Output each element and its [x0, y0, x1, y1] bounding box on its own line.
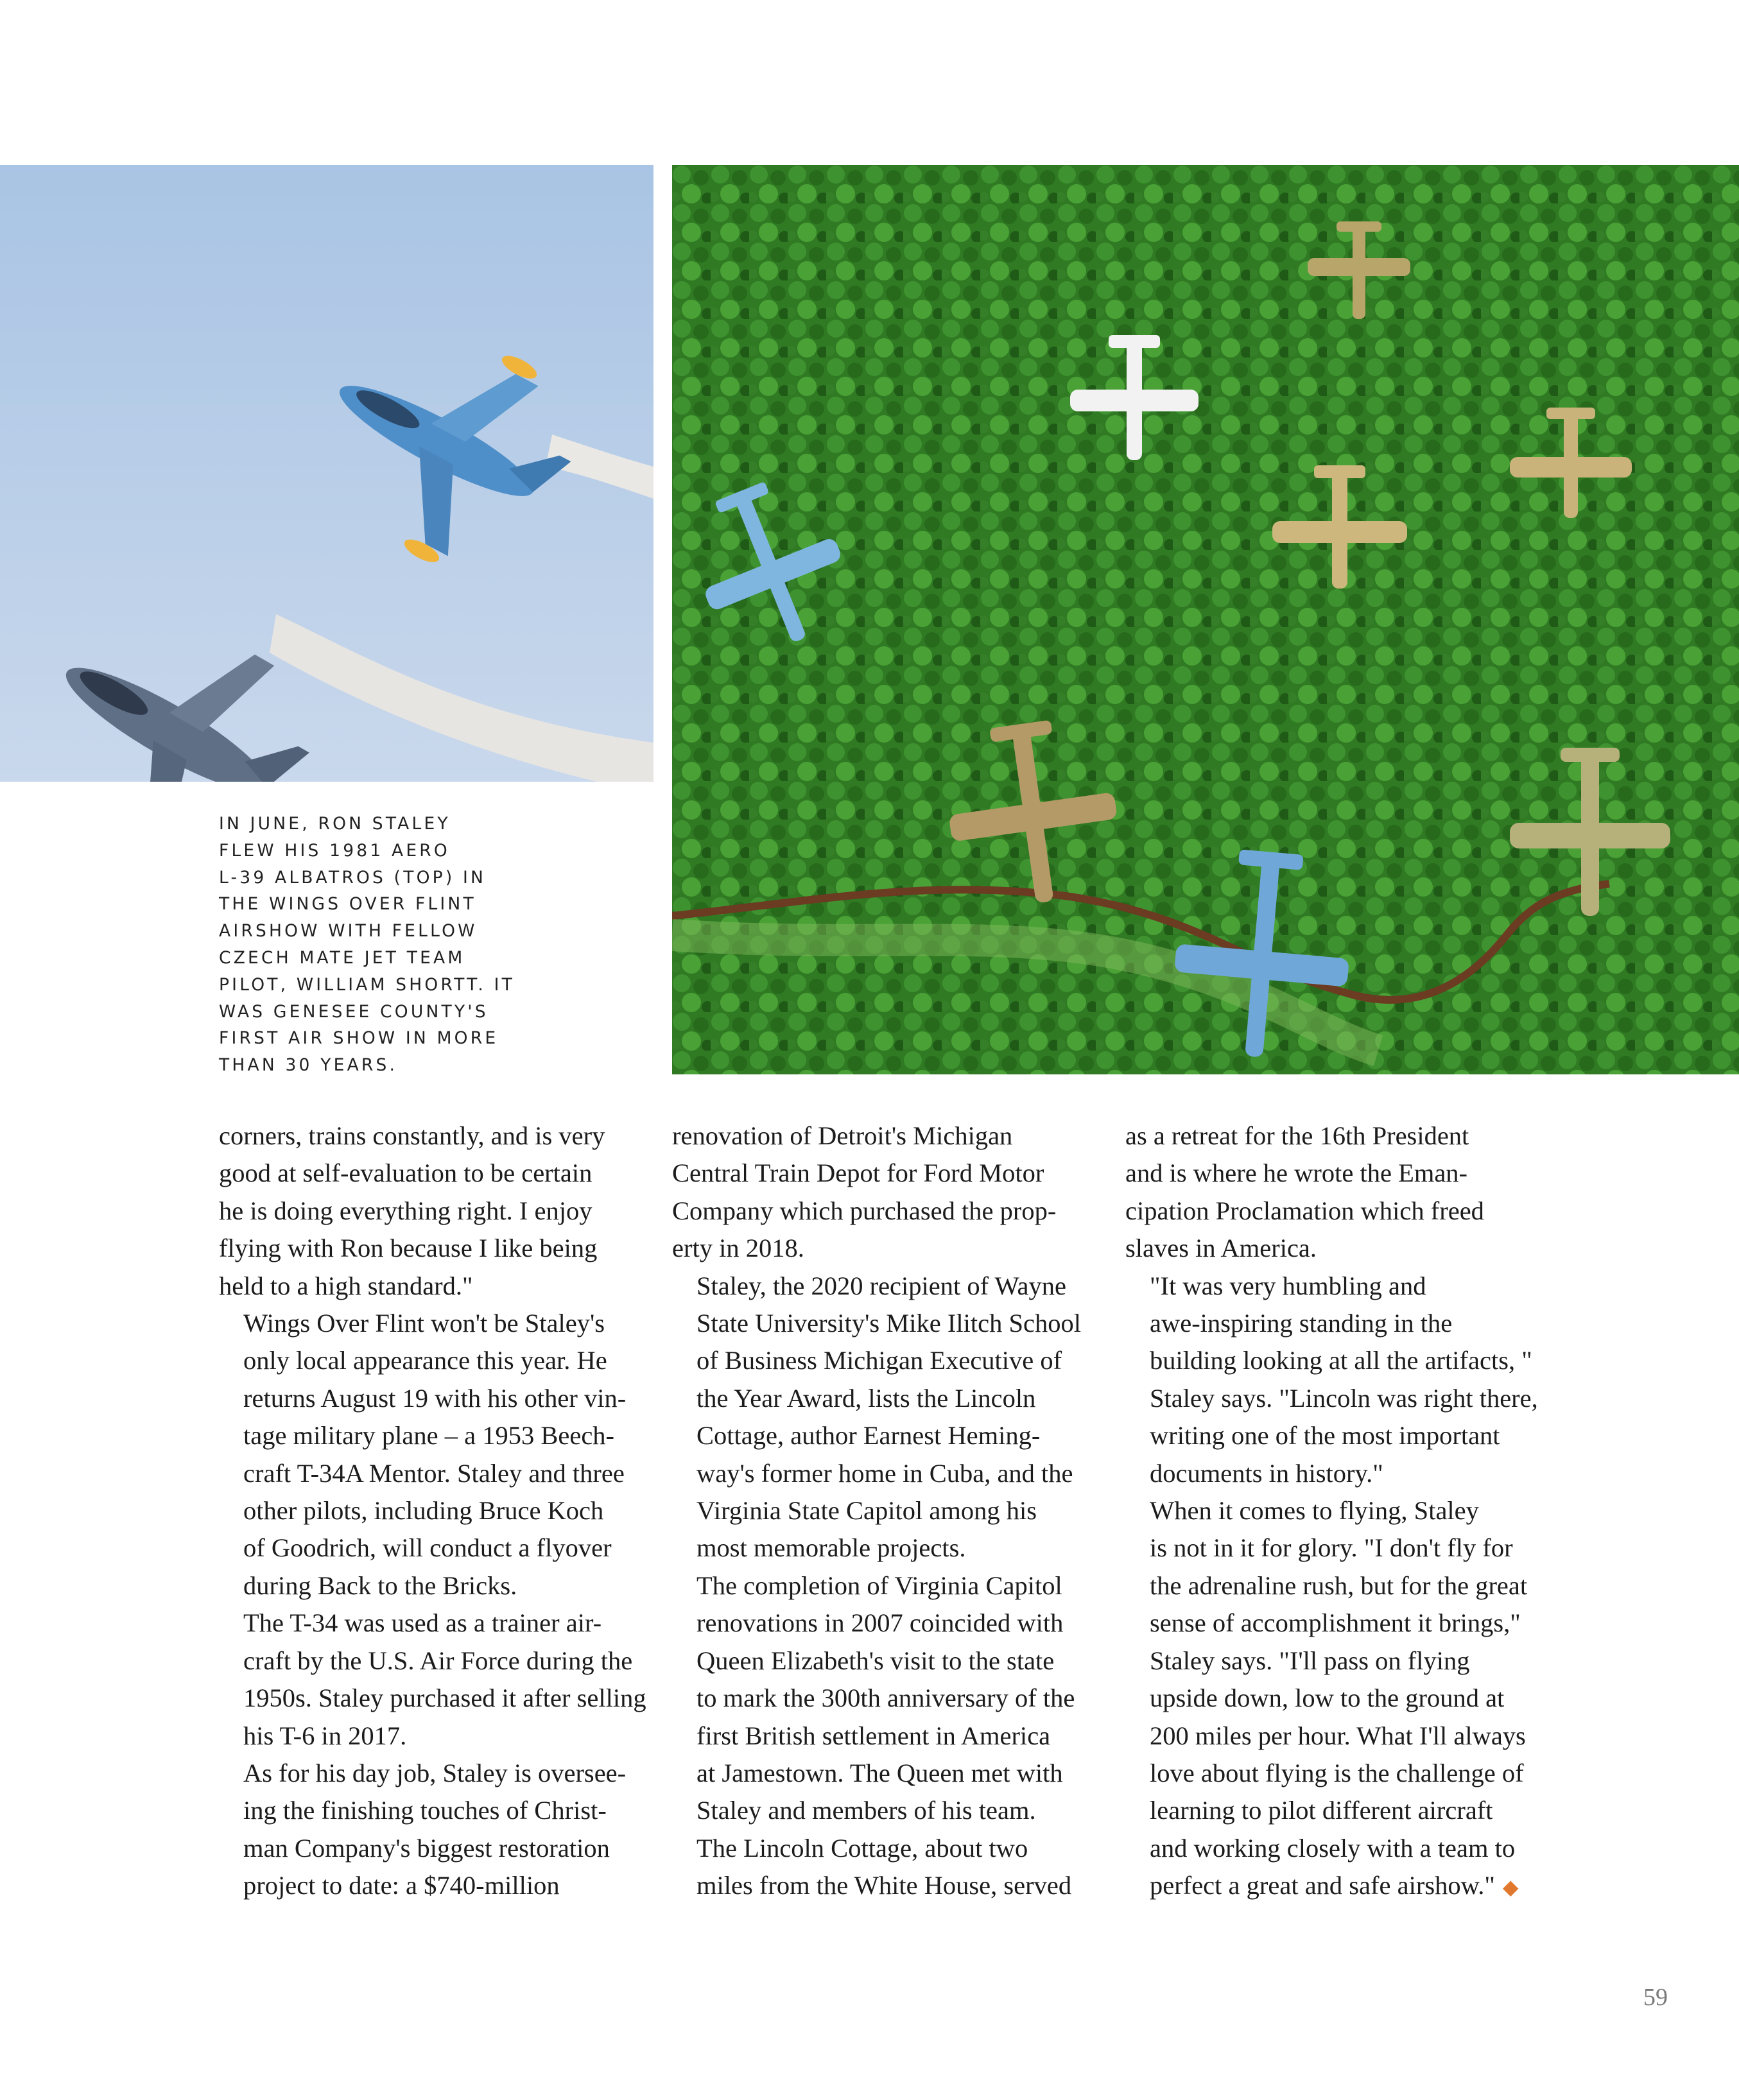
- text-line: As for his day job, Staley is oversee-: [243, 1758, 627, 1787]
- text-line: his T-6 in 2017.: [243, 1721, 407, 1750]
- photo-caption: [219, 811, 527, 1079]
- text-line: corners, trains constantly, and is very: [219, 1121, 605, 1150]
- text-line: of Goodrich, will conduct a flyover: [243, 1533, 612, 1563]
- text-line: way's former home in Cuba, and the: [696, 1458, 1073, 1488]
- text-line: the Year Award, lists the Lincoln: [696, 1383, 1036, 1413]
- text-line: first British settlement in America: [696, 1721, 1051, 1750]
- text-line: Staley says. "Lincoln was right there,: [1150, 1383, 1538, 1413]
- caption-line: THAN 30 YEARS.: [219, 1055, 398, 1076]
- text-line: most memorable projects.: [696, 1533, 966, 1563]
- paragraph: [672, 1830, 1109, 1905]
- text-line: at Jamestown. The Queen met with: [696, 1758, 1063, 1787]
- text-line: of Business Michigan Executive of: [696, 1346, 1062, 1375]
- text-line: love about flying is the challenge of: [1150, 1758, 1524, 1787]
- paragraph: [1125, 1117, 1562, 1268]
- caption-line: FLEW HIS 1981 AERO: [219, 840, 450, 861]
- text-line: held to a high standard.": [219, 1271, 473, 1300]
- paragraph: [672, 1268, 1109, 1567]
- text-line: Company which purchased the prop-: [672, 1196, 1057, 1225]
- text-line: 200 miles per hour. What I'll always: [1150, 1721, 1526, 1750]
- text-line: and working closely with a team to: [1150, 1833, 1516, 1863]
- text-line: he is doing everything right. I enjoy: [219, 1196, 593, 1225]
- text-line: Wings Over Flint won't be Staley's: [243, 1309, 605, 1338]
- text-line: Central Train Depot for Ford Motor: [672, 1158, 1044, 1188]
- caption-line: PILOT, WILLIAM SHORTT. IT: [219, 974, 515, 995]
- text-line: [1125, 1867, 1562, 1906]
- text-line: craft by the U.S. Air Force during the: [243, 1646, 633, 1675]
- end-mark-icon: ◆: [1502, 1875, 1519, 1899]
- text-line: slaves in America.: [1125, 1234, 1317, 1263]
- paragraph: [219, 1605, 655, 1755]
- text-line: cipation Proclamation which freed: [1125, 1196, 1484, 1225]
- paragraph: [1125, 1268, 1562, 1492]
- text-line: craft T-34A Mentor. Staley and three: [243, 1458, 625, 1488]
- paragraph: [1125, 1492, 1562, 1906]
- caption-line: FIRST AIR SHOW IN MORE: [219, 1028, 499, 1049]
- text-line: learning to pilot different aircraft: [1150, 1796, 1493, 1825]
- text-line: as a retreat for the 16th President: [1125, 1121, 1469, 1150]
- article-column-2: [672, 1117, 1109, 1905]
- text-line: documents in history.": [1150, 1458, 1383, 1488]
- paragraph: [672, 1567, 1109, 1830]
- text-line: sense of accomplishment it brings,": [1150, 1608, 1521, 1638]
- text-line: flying with Ron because I like being: [219, 1234, 598, 1263]
- text-line: upside down, low to the ground at: [1150, 1683, 1505, 1713]
- text-line: When it comes to flying, Staley: [1150, 1496, 1479, 1526]
- text-line: and is where he wrote the Eman-: [1125, 1158, 1468, 1188]
- text-line: miles from the White House, served: [696, 1871, 1072, 1900]
- text-line: is not in it for glory. "I don't fly for: [1150, 1533, 1513, 1563]
- paragraph: [219, 1755, 655, 1905]
- paragraph: [219, 1305, 655, 1605]
- text-line: writing one of the most important: [1150, 1421, 1500, 1450]
- text-line: 1950s. Staley purchased it after selling: [243, 1683, 646, 1713]
- text-line: renovations in 2007 coincided with: [696, 1608, 1064, 1638]
- text-line: returns August 19 with his other vin-: [243, 1383, 627, 1413]
- caption-line: CZECH MATE JET TEAM: [219, 947, 465, 968]
- text-line: Staley and members of his team.: [696, 1796, 1036, 1825]
- text-line: Cottage, author Earnest Heming-: [696, 1421, 1041, 1450]
- article-column-1: [219, 1117, 655, 1905]
- caption-line: IN JUNE, RON STALEY: [219, 814, 451, 834]
- paragraph: [672, 1117, 1109, 1268]
- text-line: during Back to the Bricks.: [243, 1571, 517, 1600]
- airshow-jets-photo: [0, 165, 653, 782]
- text-line: erty in 2018.: [672, 1234, 804, 1263]
- text-line: The Lincoln Cottage, about two: [696, 1833, 1028, 1863]
- text-line: man Company's biggest restoration: [243, 1833, 610, 1863]
- text-line: tage military plane – a 1953 Beech-: [243, 1421, 615, 1450]
- formation-over-forest-photo: [672, 165, 1739, 1074]
- text-line: ing the finishing touches of Christ-: [243, 1796, 607, 1825]
- text-line: only local appearance this year. He: [243, 1346, 607, 1375]
- text-line: other pilots, including Bruce Koch: [243, 1496, 604, 1526]
- caption-line: L-39 ALBATROS (TOP) IN: [219, 867, 487, 888]
- caption-line: THE WINGS OVER FLINT: [219, 894, 476, 915]
- paragraph: [219, 1117, 655, 1305]
- text-line: project to date: a $740-million: [243, 1871, 560, 1900]
- caption-line: AIRSHOW WITH FELLOW: [219, 921, 478, 942]
- text-line: "It was very humbling and: [1150, 1271, 1426, 1300]
- caption-line: WAS GENESEE COUNTY'S: [219, 1001, 489, 1022]
- text-line: Virginia State Capitol among his: [696, 1496, 1037, 1526]
- text-line: State University's Mike Ilitch School: [696, 1309, 1081, 1338]
- text-line: Staley, the 2020 recipient of Wayne: [696, 1271, 1066, 1300]
- text-line: to mark the 300th anniversary of the: [696, 1683, 1075, 1713]
- text-line: Staley says. "I'll pass on flying: [1150, 1646, 1470, 1675]
- text-line: Queen Elizabeth's visit to the state: [696, 1646, 1055, 1675]
- text-line: The T-34 was used as a trainer air-: [243, 1608, 602, 1638]
- text-line-content: perfect a great and safe airshow.": [1150, 1871, 1495, 1900]
- text-line: good at self-evaluation to be certain: [219, 1158, 593, 1188]
- text-line: awe-inspiring standing in the: [1150, 1309, 1453, 1338]
- text-line: The completion of Virginia Capitol: [696, 1571, 1062, 1600]
- page-number: 59: [1643, 1984, 1668, 2011]
- text-line: the adrenaline rush, but for the great: [1150, 1571, 1528, 1600]
- text-line: building looking at all the artifacts, ": [1150, 1346, 1532, 1375]
- text-line: renovation of Detroit's Michigan: [672, 1121, 1013, 1150]
- article-column-3: [1125, 1117, 1562, 1906]
